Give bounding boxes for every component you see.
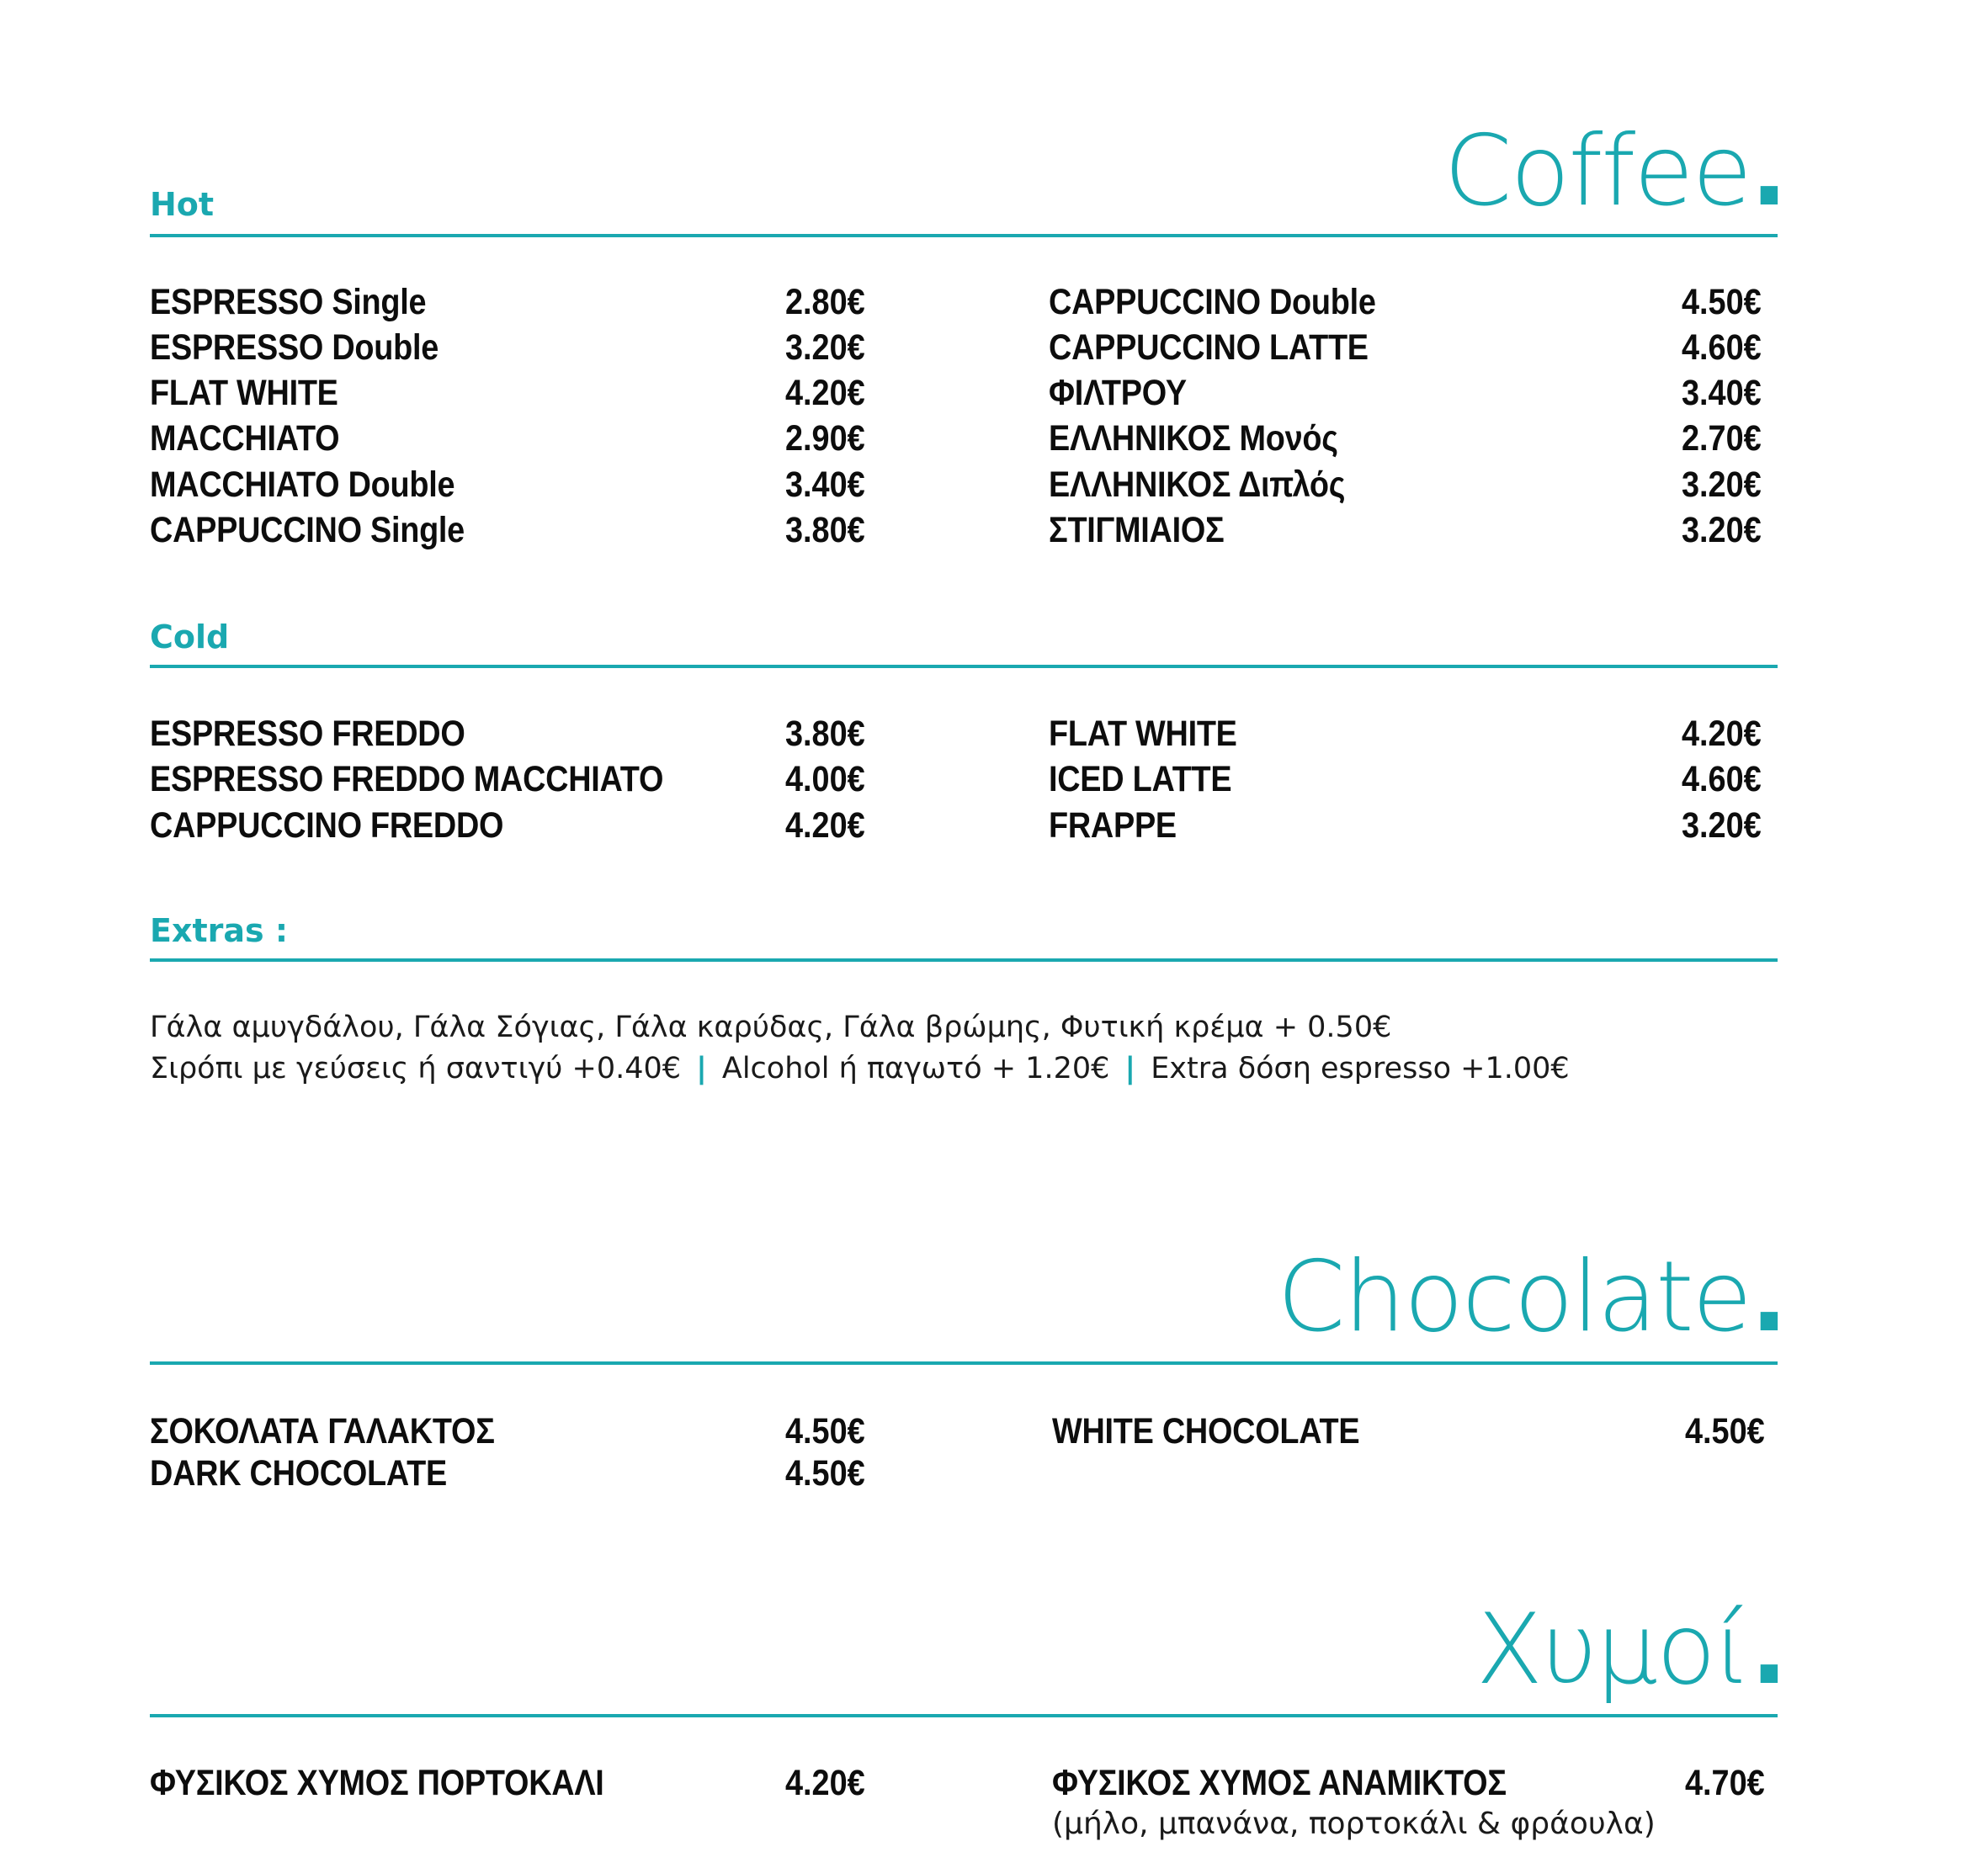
menu-item-name: ESPRESSO Double — [150, 327, 439, 368]
menu-item-name: ΕΛΛΗΝΙΚΟΣ Διπλός — [1049, 464, 1346, 505]
menu-item-price: 4.20€ — [785, 1763, 865, 1803]
menu-item-price: 4.50€ — [785, 1453, 865, 1494]
menu-item-price: 4.20€ — [1682, 714, 1762, 754]
menu-item-price: 3.40€ — [785, 464, 865, 505]
menu-item-name: ΦΙΛΤΡΟΥ — [1049, 373, 1187, 413]
menu-item-name: ESPRESSO FREDDO — [150, 714, 465, 754]
menu-item-price: 4.50€ — [1682, 282, 1762, 322]
menu-item-name: FRAPPE — [1049, 805, 1177, 846]
menu-item-name: MACCHIATO Double — [150, 464, 455, 505]
coffee-title: Coffee. — [1443, 114, 1786, 228]
divider — [150, 665, 1778, 668]
separator: | — [696, 1052, 707, 1085]
divider — [150, 1361, 1778, 1365]
menu-item-name: FLAT WHITE — [1049, 714, 1237, 754]
menu-item-price: 4.20€ — [785, 805, 865, 846]
extras-espresso-shot: Extra δόση espresso +1.00€ — [1151, 1052, 1570, 1085]
menu-item-price: 3.20€ — [1682, 510, 1762, 550]
divider — [150, 1714, 1778, 1717]
extras-alcohol: Alcohol ή παγωτό + 1.20€ — [721, 1052, 1110, 1085]
menu-item-price: 4.70€ — [1685, 1763, 1765, 1803]
menu-item-price: 4.60€ — [1682, 759, 1762, 799]
menu-item-price: 2.80€ — [785, 282, 865, 322]
menu-item-name: ΦΥΣΙΚΟΣ ΧΥΜΟΣ ΠΟΡΤΟΚΑΛΙ — [150, 1763, 604, 1803]
menu-item-price: 4.50€ — [1685, 1411, 1765, 1451]
menu-item-name: ICED LATTE — [1049, 759, 1232, 799]
menu-item-price: 3.20€ — [1682, 805, 1762, 846]
extras-milk-options: Γάλα αμυγδάλου, Γάλα Σόγιας, Γάλα καρύδας, Γάλα βρώμης, Φυτική κρέμα + 0.50€ — [150, 1011, 1392, 1044]
menu-item-name: CAPPUCCINO Double — [1049, 282, 1376, 322]
menu-item-price: 3.20€ — [1682, 464, 1762, 505]
menu-item-price: 3.80€ — [785, 714, 865, 754]
separator: | — [1124, 1052, 1136, 1085]
menu-item-name: CAPPUCCINO FREDDO — [150, 805, 504, 846]
menu-item-name: MACCHIATO — [150, 418, 340, 459]
menu-item-name: FLAT WHITE — [150, 373, 338, 413]
menu-item-price: 3.80€ — [785, 510, 865, 550]
cold-label: Cold — [150, 618, 230, 655]
chocolate-title: Chocolate. — [1277, 1240, 1786, 1354]
menu-item-price: 2.90€ — [785, 418, 865, 459]
menu-item-price: 4.50€ — [785, 1411, 865, 1451]
divider — [150, 958, 1778, 962]
menu-item-name: ΕΛΛΗΝΙΚΟΣ Μονός — [1049, 418, 1338, 459]
extras-add-ons — [150, 1054, 1570, 1084]
menu-item-name: WHITE CHOCOLATE — [1052, 1411, 1360, 1451]
menu-item-name: ΣΟΚΟΛΑΤΑ ΓΑΛΑΚΤΟΣ — [150, 1411, 495, 1451]
menu-item-name: CAPPUCCINO Single — [150, 510, 465, 550]
juices-title: Χυμοί. — [1475, 1593, 1786, 1706]
menu-item-note: (μήλο, μπανάνα, πορτοκάλι & φράουλα) — [1052, 1807, 1656, 1841]
menu-item-price: 3.20€ — [785, 327, 865, 368]
menu-item-price: 4.60€ — [1682, 327, 1762, 368]
menu-item-price: 2.70€ — [1682, 418, 1762, 459]
menu-item-name: ESPRESSO Single — [150, 282, 427, 322]
menu-item-price: 3.40€ — [1682, 373, 1762, 413]
menu-item-name: DARK CHOCOLATE — [150, 1453, 447, 1494]
menu-item-price: 4.00€ — [785, 759, 865, 799]
menu-item-name: ΣΤΙΓΜΙΑΙΟΣ — [1049, 510, 1225, 550]
menu-item-price: 4.20€ — [785, 373, 865, 413]
menu-item-name: ΦΥΣΙΚΟΣ ΧΥΜΟΣ ΑΝΑΜΙΚΤΟΣ — [1052, 1763, 1507, 1803]
hot-label: Hot — [150, 186, 215, 223]
extras-label: Extras : — [150, 912, 289, 949]
menu-item-name: CAPPUCCINO LATTE — [1049, 327, 1369, 368]
divider — [150, 234, 1778, 237]
extras-syrup: Σιρόπι με γεύσεις ή σαντιγύ +0.40€ — [150, 1052, 682, 1085]
menu-item-name: ESPRESSO FREDDO MACCHIATO — [150, 759, 664, 799]
